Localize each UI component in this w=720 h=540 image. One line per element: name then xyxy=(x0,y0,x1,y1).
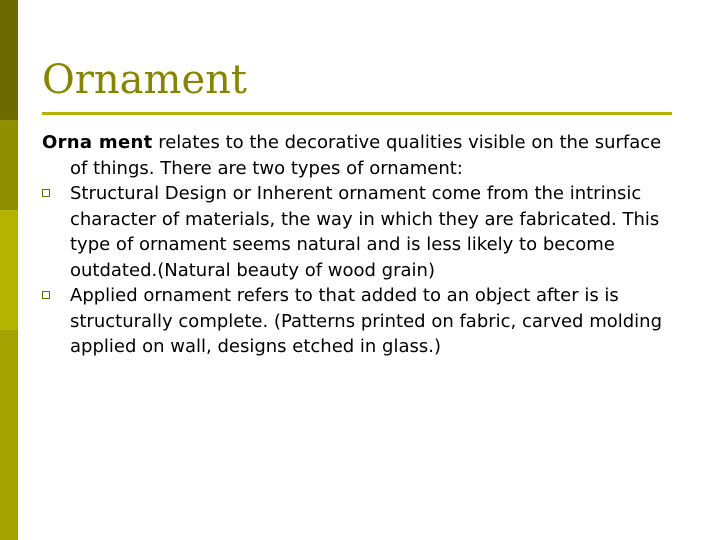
sidebar-segment xyxy=(0,120,18,210)
intro-lead-term: Orna ment xyxy=(42,132,153,153)
bullet-text: Structural Design or Inherent ornament come from the intrinsic character of materials, the way in which they are fabricated. This type of ornament seems natural and is less likely to become outdated.(Natural beauty of wood grain) xyxy=(70,183,660,281)
square-bullet-icon xyxy=(42,291,50,299)
bullet-list xyxy=(42,181,682,360)
list-item xyxy=(42,181,682,283)
slide-title: Ornament xyxy=(42,57,247,103)
intro-text: relates to the decorative qualities visible on the surface of things. There are two types of ornament: xyxy=(70,132,662,179)
title-underline xyxy=(42,112,672,115)
intro-paragraph xyxy=(42,130,682,181)
sidebar-decoration xyxy=(0,0,18,540)
slide-body xyxy=(42,130,682,360)
square-bullet-icon xyxy=(42,189,50,197)
bullet-text: Applied ornament refers to that added to an object after is is structurally complete. (Patterns printed on fabric, carved molding applied on wall, designs etched in glass.) xyxy=(70,285,663,357)
sidebar-segment xyxy=(0,210,18,330)
sidebar-segment xyxy=(0,0,18,120)
list-item xyxy=(42,283,682,360)
sidebar-segment xyxy=(0,330,18,540)
